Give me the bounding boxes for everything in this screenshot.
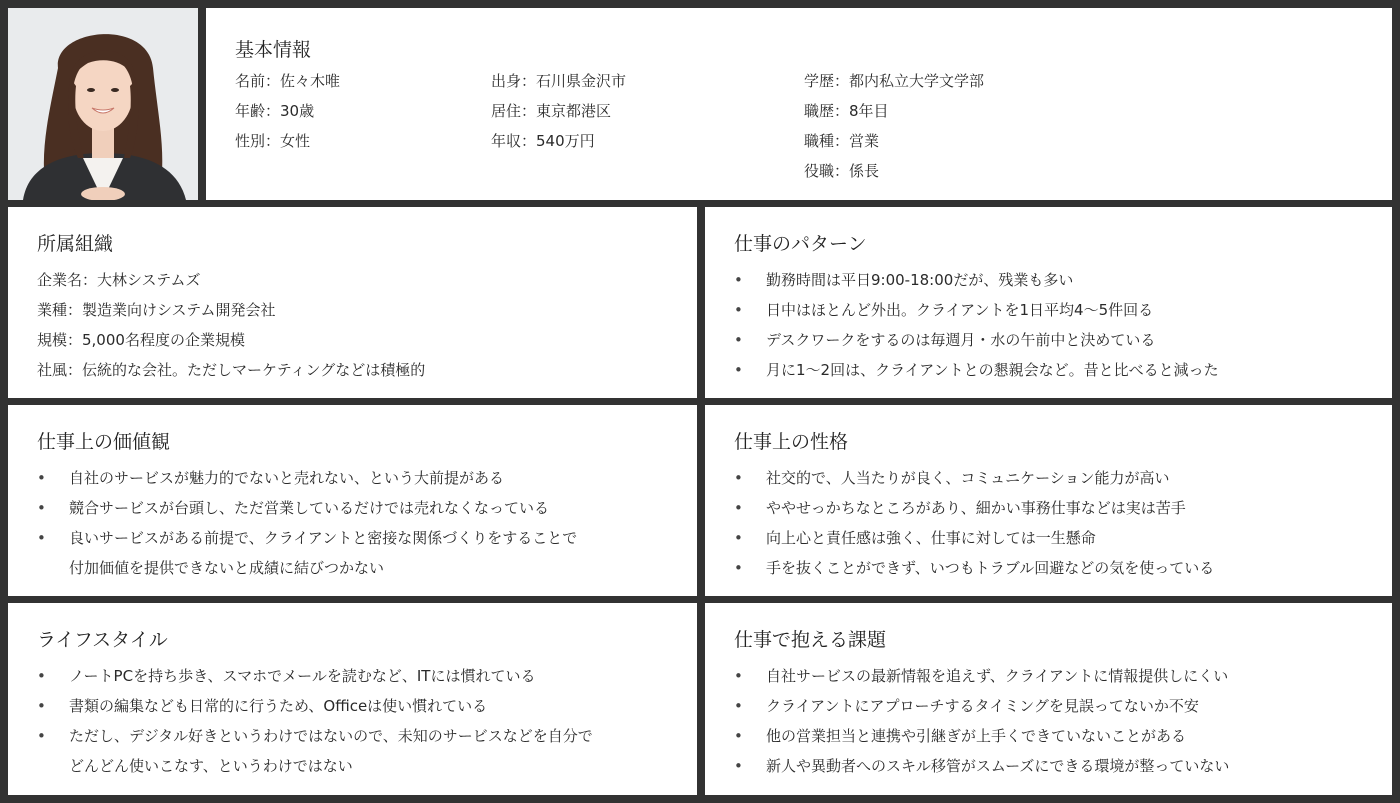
work-values-body bbox=[37, 463, 687, 583]
list-item: • 競合サービスが台頭し、ただ営業しているだけでは売れなくなっている bbox=[37, 493, 687, 523]
list-item: • デスクワークをするのは毎週月・水の午前中と決めている bbox=[734, 325, 1382, 355]
list-item: • 新人や異動者へのスキル移管がスムーズにできる環境が整っていない bbox=[734, 751, 1382, 781]
list-item: • 勤務時間は平日9:00-18:00だが、残業も多い bbox=[734, 265, 1382, 295]
company-culture-field: 社風：伝統的な会社。ただしマーケティングなどは積極的 bbox=[37, 361, 426, 379]
job-type-field: 職種：営業 bbox=[804, 132, 880, 150]
gender-field: 性別：女性 bbox=[235, 132, 311, 150]
basic-info-panel bbox=[206, 8, 1392, 200]
work-personality-body bbox=[734, 463, 1382, 583]
company-name-field: 企業名：大林システムズ bbox=[37, 271, 201, 289]
list-item: • 社交的で、人当たりが良く、コミュニケーション能力が高い bbox=[734, 463, 1382, 493]
lifestyle-panel bbox=[8, 603, 697, 795]
organization-title: 所属組織 bbox=[37, 233, 114, 255]
profile-photo bbox=[8, 8, 198, 200]
basic-info-title: 基本情報 bbox=[235, 39, 312, 61]
list-item-line: • 良いサービスがある前提で、クライアントと密接な関係づくりをすることで bbox=[69, 529, 578, 547]
organization-body bbox=[37, 265, 687, 385]
career-years-field: 職歴：8年目 bbox=[804, 102, 889, 120]
list-item: • 書類の編集なども日常的に行うため、Officeは使い慣れている bbox=[37, 691, 687, 721]
hometown-field: 出身：石川県金沢市 bbox=[491, 72, 627, 90]
list-item: • 月に1〜2回は、クライアントとの懇親会など。昔と比べると減った bbox=[734, 355, 1382, 385]
work-issues-body bbox=[734, 661, 1382, 781]
list-item: • 日中はほとんど外出。クライアントを1日平均4〜5件回る bbox=[734, 295, 1382, 325]
basic-info-column-2 bbox=[491, 66, 626, 156]
work-issues-panel bbox=[705, 603, 1392, 795]
education-field: 学歴：都内私立大学文学部 bbox=[804, 72, 985, 90]
list-item: • 自社のサービスが魅力的でないと売れない、という大前提がある bbox=[37, 463, 687, 493]
list-item: • 自社サービスの最新情報を追えず、クライアントに情報提供しにくい bbox=[734, 661, 1382, 691]
list-item: • ややせっかちなところがあり、細かい事務仕事などは実は苦手 bbox=[734, 493, 1382, 523]
basic-info-column-3 bbox=[804, 66, 984, 186]
income-field: 年収：540万円 bbox=[491, 132, 595, 150]
list-item bbox=[37, 523, 687, 583]
work-personality-panel bbox=[705, 405, 1392, 596]
work-values-title: 仕事上の価値観 bbox=[37, 431, 171, 453]
work-pattern-title: 仕事のパターン bbox=[734, 233, 867, 255]
basic-info-column-1 bbox=[235, 66, 340, 156]
list-item: • 手を抜くことができず、いつもトラブル回避などの気を使っている bbox=[734, 553, 1382, 583]
position-field: 役職：係長 bbox=[804, 162, 880, 180]
organization-panel bbox=[8, 207, 697, 398]
company-size-field: 規模：5,000名程度の企業規模 bbox=[37, 331, 245, 349]
age-field: 年齢：30歳 bbox=[235, 102, 315, 120]
list-item-line: どんどん使いこなす、というわけではない bbox=[69, 757, 353, 775]
residence-field: 居住：東京都港区 bbox=[491, 102, 612, 120]
list-item: • クライアントにアプローチするタイミングを見誤ってないか不安 bbox=[734, 691, 1382, 721]
work-issues-title: 仕事で抱える課題 bbox=[734, 629, 887, 651]
list-item: • 向上心と責任感は強く、仕事に対しては一生懸命 bbox=[734, 523, 1382, 553]
list-item-line: 付加価値を提供できないと成績に結びつかない bbox=[69, 559, 385, 577]
industry-field: 業種：製造業向けシステム開発会社 bbox=[37, 301, 276, 319]
work-values-panel bbox=[8, 405, 697, 596]
name-field: 名前：佐々木唯 bbox=[235, 72, 341, 90]
lifestyle-title: ライフスタイル bbox=[37, 629, 168, 651]
work-personality-title: 仕事上の性格 bbox=[734, 431, 849, 453]
list-item bbox=[37, 721, 687, 781]
person-portrait-image bbox=[8, 8, 198, 200]
work-pattern-panel bbox=[705, 207, 1392, 398]
list-item-line: • ただし、デジタル好きというわけではないので、未知のサービスなどを自分で bbox=[69, 727, 593, 745]
list-item: • ノートPCを持ち歩き、スマホでメールを読むなど、ITには慣れている bbox=[37, 661, 687, 691]
list-item: • 他の営業担当と連携や引継ぎが上手くできていないことがある bbox=[734, 721, 1382, 751]
lifestyle-body bbox=[37, 661, 687, 781]
work-pattern-body bbox=[734, 265, 1382, 385]
